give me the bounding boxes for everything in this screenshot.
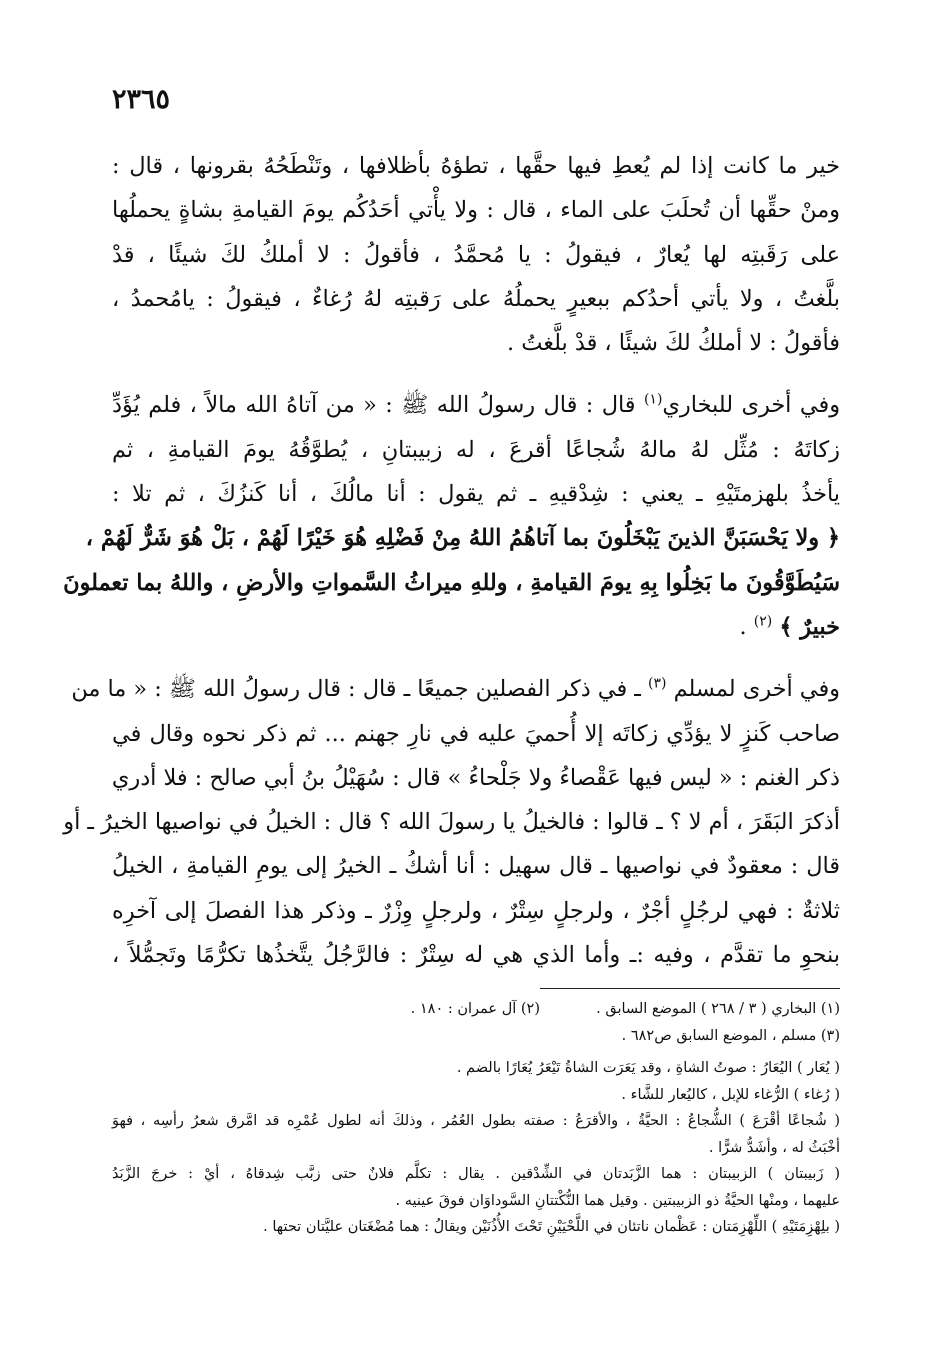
footnote-row bbox=[112, 996, 840, 1023]
footnote-ref-3: (٣) bbox=[647, 675, 667, 692]
footnotes bbox=[112, 996, 840, 1241]
glossary-line: ( زَبيبتان ) الزبيبتان : هما الزَّبَدتان في الشِّدْقين . يقال : تكلَّم فلانٌ حتى زبَّب شِدقاهُ ، أيْ : خرجَ الزَّبَدُ bbox=[112, 1166, 840, 1182]
text-segment: وفي أخرى لمسلم bbox=[673, 676, 840, 703]
text-line: ومنْ حقِّها أن تُحلَبَ على الماء ، قال : ولا يأْتي أحَدُكُم يومَ القيامةِ بشاةٍ يحملُها bbox=[112, 197, 840, 224]
footnote-ref-2: (٢) bbox=[753, 613, 773, 630]
page-number: ٢٣٦٥ bbox=[112, 84, 171, 115]
footnote-2: (٢) آل عمران : ١٨٠ . bbox=[410, 1001, 540, 1017]
glossary-line: ( بلِهْزِمَتَيْهِ ) اللِّهْزِمَتان : عَظْمان ناتئان في اللَّحْيَيْنِ تَحْتَ الأُذُنَيْن ويقالُ : هما مُضْغَتان عليَّتان تحتها . bbox=[263, 1219, 840, 1235]
text-line: خير ما كانت إذا لم يُعطِ فيها حقَّها ، تطؤهُ بأظلافها ، وتَنْطَحُهُ بقرونها ، قال : bbox=[112, 153, 840, 179]
text-line: زكاتَهُ : مُثِّل لهُ مالهُ شُجاعًا أقرعَ ، له زبيبتانِ ، يُطوَّقُهُ يومَ القيامةِ ، ثم bbox=[112, 436, 840, 463]
quran-line: ﴿ ولا يَحْسَبَنَّ الذينَ يَبْخَلُونَ بما آتاهُمُ اللهُ مِنْ فَضْلِهِ هُوَ خَيْرًا لَهُمْ ، بَلْ هُوَ شَرٌّ لَهُمْ ، bbox=[85, 525, 840, 552]
footnote-3: (٣) مسلم ، الموضع السابق ص٦٨٢ . bbox=[621, 1027, 840, 1044]
text-line: بلَّغتُ ، ولا يأتي أحدُكم ببعيرٍ يحملُهُ على رَقبتِه لهُ رُغاءٌ ، فيقولُ : يامُحمدُ ، bbox=[112, 285, 840, 312]
glossary-line: ( رُغاء ) الرُّغاء للإبل ، كاليُعار للشَّاء . bbox=[621, 1086, 840, 1103]
glossary-line: أخْبَثُ له ، وأشَدُّ شرًّا . bbox=[708, 1139, 840, 1156]
glossary-line: ( شُجاعًا أقْرَعَ ) الشُّجاعُ : الحيَّةُ ، والأقرَعُ : صفته بطول العُمُر ، وذلكَ أنه لطول عُمْرِه قد امَّرق شعرُ رأسِه ، فهوَ bbox=[112, 1113, 840, 1129]
text-line: قال : معقودٌ في نواصيها ـ قال سهيل : أنا أشكُ ـ الخيرُ إلى يومِ القيامةِ ، الخيلُ bbox=[112, 853, 840, 880]
text-line: أذكرَ البَقَرَ ، أم لا ؟ ـ قالوا : فالخيلُ يا رسولَ الله ؟ قال : الخيلُ في نواصيها الخيرُ ـ أو bbox=[63, 809, 840, 836]
glossary bbox=[112, 1055, 840, 1241]
text-line: صاحب كَنزٍ لا يؤدِّي زكاتَه إلا أُحميَ عليه في نارِ جهنم ... ثم ذكر نحوه وقال في bbox=[112, 720, 840, 747]
text-line: يأخذُ بلهزمتَيْهِ ـ يعني : شِدْقيهِ ـ ثم يقول : أنا مالُكَ ، أنا كَنزُكَ ، ثم تلا : bbox=[112, 481, 840, 508]
paragraph-3 bbox=[63, 667, 840, 977]
text-segment: وفي أخرى للبخاري bbox=[662, 392, 841, 419]
glossary-line: ( يُعَار ) اليُعَارُ : صوتُ الشاةِ ، وقد يَعَرَت الشاةُ تَيْعَرُ يُعَارًا بالضم . bbox=[456, 1060, 840, 1076]
text-line: ثلاثةٌ : فهي لرجُلٍ أجْرٌ ، ولرجلٍ سِتْرٌ ، ولرجلٍ وِزْرٌ ـ وذكر هذا الفصلَ إلى آخرِه bbox=[112, 897, 840, 924]
footnote-1: (١) البخاري ( ٣ / ٢٦٨ ) الموضع السابق . bbox=[596, 1001, 840, 1017]
paragraph-1 bbox=[112, 144, 840, 365]
text-segment: ـ في ذكر الفصلين جميعًا ـ قال : قال رسولُ الله ﷺ : « ما من bbox=[71, 676, 648, 703]
footnote-ref-1: (١) bbox=[643, 392, 663, 409]
footnote-divider bbox=[540, 988, 840, 989]
quran-end: خبيرٌ ﴾ bbox=[779, 613, 840, 640]
text-segment: . bbox=[739, 613, 754, 640]
text-line bbox=[112, 383, 840, 427]
paragraph-2 bbox=[63, 383, 841, 649]
quran-line: سَيُطَوَّقُونَ ما بَخِلُوا بِهِ يومَ القيامةِ ، وللهِ ميراثُ السَّمواتِ والأرضِ ، واللهُ بما تعملونَ bbox=[63, 569, 840, 596]
text-line: بنحوِ ما تقدَّم ، وفيه :ـ وأما الذي هي له سِتْرٌ : فالرَّجُلُ يتَّخذُها تكرُّمًا وتَجمُّلاً ، bbox=[112, 942, 840, 969]
text-line bbox=[71, 667, 840, 711]
glossary-line: عليهما ، ومنْها الحيَّةُ ذو الزبيبتين . وقيل هما النُّكْتتانِ السَّوداوَان فوقَ عينيه . bbox=[395, 1192, 840, 1209]
main-text bbox=[63, 144, 841, 977]
text-line bbox=[112, 605, 840, 649]
text-segment: قال : قال رسولُ الله ﷺ : « من آتاهُ الله مالاً ، فلم يُؤَدِّ bbox=[112, 392, 644, 419]
text-line: فأقولُ : لا أملكُ لكَ شيئًا ، قدْ بلَّغتُ . bbox=[507, 330, 840, 357]
text-line: ذكر الغنم : « ليس فيها عَقْصاءُ ولا جَلْحاءُ » قال : سُهَيْلُ بنُ أبي صالح : فلا أدري bbox=[111, 764, 840, 791]
text-line: على رَقَبتِه لها يُعارٌ ، فيقولُ : يا مُحمَّدُ ، فأقولُ : لا أملكُ لكَ شيئًا ، قدْ bbox=[112, 241, 840, 268]
